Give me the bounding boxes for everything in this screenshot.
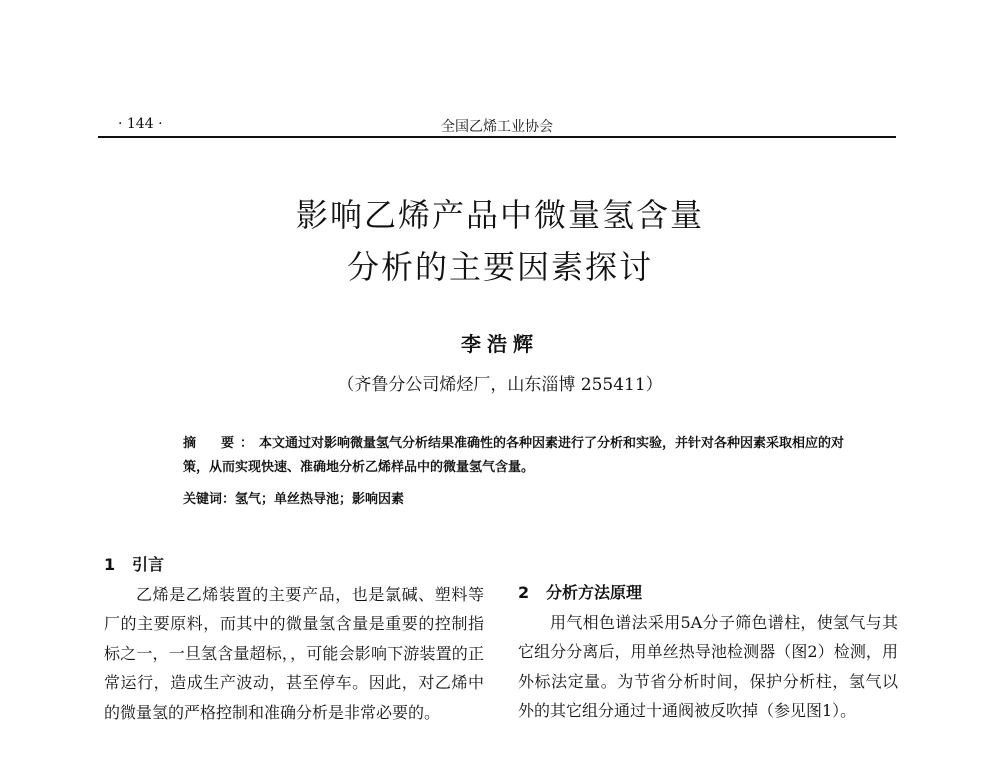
- section-2-title: 分析方法原理: [546, 583, 643, 602]
- header-rule: [98, 136, 896, 138]
- right-column: [518, 578, 898, 726]
- running-header: [98, 112, 896, 138]
- left-column: [104, 550, 484, 727]
- section-1-paragraph: 乙烯是乙烯装置的主要产品，也是氯碱、塑料等厂的主要原料，而其中的微量氢含量是重要的控制指标之一，一旦氢含量超标，，可能会影响下游装置的正常运行，造成生产波动，甚至停车。因此，对乙烯中的微量氢的严格控制和准确分析是非常必要的。: [104, 584, 484, 722]
- keywords-text: 氢气；单丝热导池；影响因素: [235, 492, 405, 507]
- author-name: 李浩辉: [461, 332, 539, 356]
- section-2-heading: [518, 578, 898, 608]
- abstract-label: 摘 要：: [183, 436, 260, 451]
- section-2-paragraph: 用气相色谱法采用5A分子筛色谱柱，使氢气与其它组分分离后，用单丝热导池检测器（图2）检测，用外标法定量。为节省分析时间，保护分析柱，氢气以外的其它组分通过十通阀被反吹掉（参见图1）。: [518, 612, 898, 720]
- article-title-line-2: 分析的主要因素探讨: [346, 248, 653, 286]
- author-affiliation: （齐鲁分公司烯烃厂，山东淄博 255411）: [337, 375, 663, 395]
- journal-name: 全国乙烯工业协会: [441, 119, 553, 135]
- keywords: [183, 488, 843, 512]
- article-title-line-1: 影响乙烯产品中微量氢含量: [295, 196, 704, 234]
- section-1-number: 1: [104, 555, 116, 574]
- section-2-number: 2: [518, 583, 530, 602]
- abstract-text: 本文通过对影响微量氢气分析结果准确性的各种因素进行了分析和实验，并针对各种因素采取相应的对策，从而实现快速、准确地分析乙烯样品中的微量氢气含量。: [183, 436, 845, 475]
- section-1-heading: [104, 550, 484, 580]
- keywords-label: 关键词：: [183, 492, 236, 507]
- section-1-title: 引言: [132, 555, 165, 574]
- page-number: · 144 ·: [118, 116, 163, 132]
- abstract: [155, 432, 845, 480]
